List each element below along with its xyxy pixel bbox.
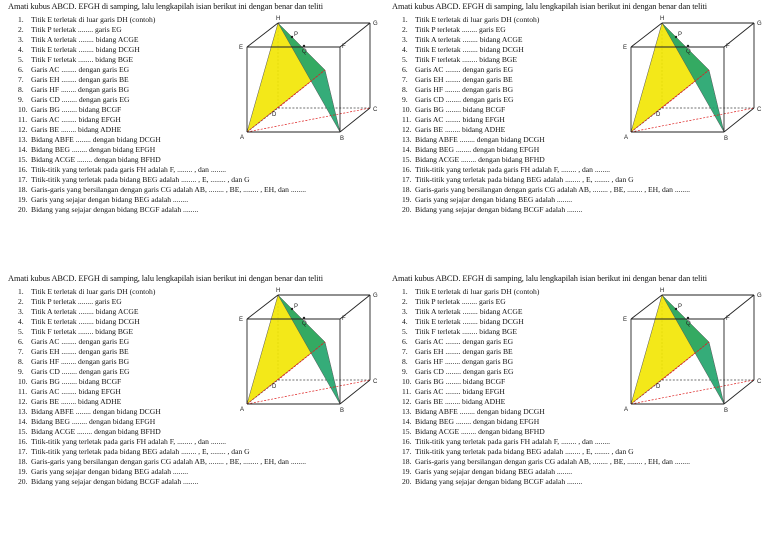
question-text: Titik-titik yang terletak pada garis FH adalah F, ........ , dan ........: [415, 165, 611, 174]
label-a: A: [240, 135, 245, 141]
question-text: Garis AC ........ dengan garis EG: [31, 65, 130, 74]
question-number: 12.: [402, 125, 412, 134]
instruction-text: Amati kubus ABCD. EFGH di samping, lalu lengkapilah isian berikut ini dengan benar dan teliti: [8, 274, 323, 283]
question-text: Garis-garis yang bersilangan dengan garis CG adalah AB, ........ , BE, ........ , EH, dan ........: [31, 185, 307, 194]
question-number: 2.: [402, 25, 408, 34]
question-text: Titik A terletak ........ bidang ACGE: [31, 35, 139, 44]
question-text: Bidang BEG ........ dengan bidang EFGH: [31, 417, 156, 426]
question-item: [18, 437, 306, 447]
question-number: 10.: [402, 377, 412, 386]
label-f: F: [726, 44, 730, 50]
label-c: C: [757, 379, 762, 385]
question-text: Garis BE ........ bidang ADHE: [415, 397, 506, 406]
question-text: Garis HF ........ dengan garis BG: [31, 357, 130, 366]
question-text: Garis AC ........ bidang EFGH: [31, 387, 121, 396]
cube-diagram: [232, 290, 382, 430]
label-d: D: [272, 112, 277, 118]
label-e: E: [623, 45, 628, 51]
question-number: 17.: [402, 447, 412, 456]
question-number: 6.: [18, 337, 24, 346]
question-text: Titik-titik yang terletak pada bidang BEG adalah ........ , E, ........ , dan G: [31, 175, 250, 184]
question-number: 11.: [402, 387, 412, 396]
question-number: 7.: [402, 347, 408, 356]
question-number: 9.: [402, 95, 408, 104]
question-text: Garis CD ........ dengan garis EG: [31, 95, 130, 104]
question-text: Garis AC ........ dengan garis EG: [415, 65, 514, 74]
question-number: 10.: [402, 105, 412, 114]
label-g: G: [757, 293, 762, 299]
question-text: Titik E terletak di luar garis DH (contoh): [31, 287, 156, 296]
label-b: B: [724, 136, 729, 142]
question-text: Titik-titik yang terletak pada bidang BEG adalah ........ , E, ........ , dan G: [415, 447, 634, 456]
question-text: Garis BG ........ bidang BCGF: [31, 377, 122, 386]
question-number: 3.: [402, 307, 408, 316]
question-number: 18.: [402, 185, 412, 194]
question-item: [402, 185, 690, 195]
question-text: Titik P terletak ........ garis EG: [415, 297, 506, 306]
label-c: C: [373, 107, 378, 113]
question-text: Garis-garis yang bersilangan dengan garis CG adalah AB, ........ , BE, ........ , EH, dan ........: [415, 185, 691, 194]
question-text: Bidang ACGE ........ dengan bidang BFHD: [415, 155, 545, 164]
question-text: Garis CD ........ dengan garis EG: [415, 367, 514, 376]
label-h: H: [660, 16, 665, 22]
question-number: 20.: [18, 205, 28, 214]
question-number: 1.: [18, 287, 24, 296]
question-text: Garis HF ........ dengan garis BG: [415, 85, 514, 94]
question-text: Garis EH ........ dengan garis BE: [31, 75, 129, 84]
question-number: 9.: [18, 367, 24, 376]
question-number: 11.: [18, 115, 28, 124]
label-a: A: [624, 135, 629, 141]
question-item: [18, 195, 306, 205]
question-text: Garis yang sejajar dengan bidang BEG adalah ........: [31, 467, 189, 476]
question-text: Titik E terletak ........ bidang DCGH: [31, 317, 140, 326]
question-text: Bidang ACGE ........ dengan bidang BFHD: [31, 427, 161, 436]
question-text: Titik P terletak ........ garis EG: [31, 25, 122, 34]
question-number: 4.: [402, 317, 408, 326]
question-number: 13.: [402, 135, 412, 144]
question-text: Titik E terletak di luar garis DH (contoh): [415, 15, 540, 24]
question-text: Garis EH ........ dengan garis BE: [415, 347, 513, 356]
question-number: 16.: [402, 437, 412, 446]
question-number: 9.: [402, 367, 408, 376]
question-text: Garis HF ........ dengan garis BG: [31, 85, 130, 94]
question-text: Titik A terletak ........ bidang ACGE: [415, 307, 523, 316]
question-number: 9.: [18, 95, 24, 104]
question-number: 16.: [18, 165, 28, 174]
question-text: Garis BE ........ bidang ADHE: [415, 125, 506, 134]
question-number: 19.: [402, 195, 412, 204]
question-number: 16.: [18, 437, 28, 446]
question-number: 7.: [18, 347, 24, 356]
label-h: H: [660, 288, 665, 294]
question-number: 5.: [402, 327, 408, 336]
question-number: 4.: [402, 45, 408, 54]
question-number: 8.: [402, 357, 408, 366]
question-number: 14.: [402, 417, 412, 426]
label-p: P: [678, 304, 683, 310]
question-text: Bidang yang sejajar dengan bidang BCGF adalah ........: [415, 205, 583, 214]
question-number: 4.: [18, 45, 24, 54]
question-text: Titik F terletak ........ bidang BGE: [415, 327, 518, 336]
question-text: Titik A terletak ........ bidang ACGE: [415, 35, 523, 44]
question-item: [402, 165, 690, 175]
question-number: 11.: [402, 115, 412, 124]
question-number: 3.: [18, 307, 24, 316]
question-text: Garis AC ........ dengan garis EG: [415, 337, 514, 346]
question-item: [402, 457, 690, 467]
label-q: Q: [686, 49, 691, 55]
question-item: [402, 437, 690, 447]
question-number: 5.: [18, 55, 24, 64]
question-number: 17.: [18, 175, 28, 184]
question-text: Garis BE ........ bidang ADHE: [31, 397, 122, 406]
label-b: B: [340, 408, 345, 414]
question-number: 18.: [18, 457, 28, 466]
question-number: 16.: [402, 165, 412, 174]
question-number: 7.: [402, 75, 408, 84]
question-number: 15.: [18, 155, 28, 164]
question-text: Garis EH ........ dengan garis BE: [415, 75, 513, 84]
question-text: Titik E terletak ........ bidang DCGH: [31, 45, 140, 54]
cube-diagram: [616, 290, 766, 430]
label-f: F: [726, 316, 730, 322]
label-q: Q: [302, 49, 307, 55]
label-g: G: [373, 21, 378, 27]
question-number: 3.: [18, 35, 24, 44]
label-p: P: [294, 32, 299, 38]
question-number: 3.: [402, 35, 408, 44]
question-text: Titik-titik yang terletak pada garis FH adalah F, ........ , dan ........: [415, 437, 611, 446]
question-text: Garis BG ........ bidang BCGF: [31, 105, 122, 114]
question-number: 10.: [18, 377, 28, 386]
question-text: Garis BG ........ bidang BCGF: [415, 105, 506, 114]
question-text: Garis-garis yang bersilangan dengan garis CG adalah AB, ........ , BE, ........ , EH, dan ........: [31, 457, 307, 466]
question-text: Garis AC ........ dengan garis EG: [31, 337, 130, 346]
question-text: Titik P terletak ........ garis EG: [31, 297, 122, 306]
question-text: Bidang ACGE ........ dengan bidang BFHD: [415, 427, 545, 436]
question-number: 15.: [402, 427, 412, 436]
question-number: 6.: [402, 337, 408, 346]
question-item: [402, 195, 690, 205]
label-b: B: [724, 408, 729, 414]
question-item: [402, 467, 690, 477]
question-item: [18, 447, 306, 457]
label-c: C: [757, 107, 762, 113]
label-h: H: [276, 16, 281, 22]
question-number: 1.: [402, 287, 408, 296]
question-item: [18, 205, 306, 215]
question-number: 12.: [18, 397, 28, 406]
worksheet-panel-3: [0, 272, 384, 543]
worksheet-panel-2: [384, 0, 768, 271]
question-text: Garis CD ........ dengan garis EG: [415, 95, 514, 104]
question-item: [402, 175, 690, 185]
question-number: 7.: [18, 75, 24, 84]
question-item: [18, 467, 306, 477]
worksheet-panel-4: [384, 272, 768, 543]
question-text: Garis HF ........ dengan garis BG: [415, 357, 514, 366]
question-text: Bidang ABFE ........ dengan bidang DCGH: [31, 407, 161, 416]
cube-diagram: [232, 18, 382, 158]
question-text: Bidang ABFE ........ dengan bidang DCGH: [415, 135, 545, 144]
question-number: 10.: [18, 105, 28, 114]
question-number: 17.: [402, 175, 412, 184]
label-p: P: [294, 304, 299, 310]
label-d: D: [272, 384, 277, 390]
question-text: Bidang ABFE ........ dengan bidang DCGH: [31, 135, 161, 144]
question-item: [402, 447, 690, 457]
question-text: Garis AC ........ bidang EFGH: [31, 115, 121, 124]
question-number: 13.: [18, 407, 28, 416]
question-number: 6.: [18, 65, 24, 74]
question-text: Titik F terletak ........ bidang BGE: [415, 55, 518, 64]
question-item: [18, 457, 306, 467]
instruction-text: Amati kubus ABCD. EFGH di samping, lalu lengkapilah isian berikut ini dengan benar dan teliti: [392, 274, 707, 283]
question-number: 18.: [402, 457, 412, 466]
label-e: E: [623, 317, 628, 323]
question-item: [18, 175, 306, 185]
question-text: Garis yang sejajar dengan bidang BEG adalah ........: [31, 195, 189, 204]
question-number: 13.: [18, 135, 28, 144]
question-text: Garis-garis yang bersilangan dengan garis CG adalah AB, ........ , BE, ........ , EH, dan ........: [415, 457, 691, 466]
question-text: Bidang BEG ........ dengan bidang EFGH: [415, 145, 540, 154]
question-number: 2.: [18, 297, 24, 306]
instruction-text: Amati kubus ABCD. EFGH di samping, lalu lengkapilah isian berikut ini dengan benar dan teliti: [8, 2, 323, 11]
question-text: Garis BG ........ bidang BCGF: [415, 377, 506, 386]
instruction-text: Amati kubus ABCD. EFGH di samping, lalu lengkapilah isian berikut ini dengan benar dan teliti: [392, 2, 707, 11]
label-a: A: [624, 407, 629, 413]
question-number: 18.: [18, 185, 28, 194]
question-number: 5.: [402, 55, 408, 64]
question-text: Titik-titik yang terletak pada garis FH adalah F, ........ , dan ........: [31, 437, 227, 446]
question-number: 20.: [402, 477, 412, 486]
question-text: Bidang BEG ........ dengan bidang EFGH: [415, 417, 540, 426]
label-b: B: [340, 136, 345, 142]
question-number: 19.: [18, 467, 28, 476]
label-d: D: [656, 112, 661, 118]
label-h: H: [276, 288, 281, 294]
label-c: C: [373, 379, 378, 385]
question-text: Garis EH ........ dengan garis BE: [31, 347, 129, 356]
worksheet-panel-1: [0, 0, 384, 271]
question-number: 20.: [18, 477, 28, 486]
question-text: Titik F terletak ........ bidang BGE: [31, 55, 134, 64]
question-number: 1.: [18, 15, 24, 24]
question-text: Titik A terletak ........ bidang ACGE: [31, 307, 139, 316]
question-text: Titik E terletak ........ bidang DCGH: [415, 317, 524, 326]
question-number: 13.: [402, 407, 412, 416]
question-number: 15.: [402, 155, 412, 164]
question-number: 19.: [18, 195, 28, 204]
question-number: 11.: [18, 387, 28, 396]
question-text: Garis AC ........ bidang EFGH: [415, 387, 505, 396]
question-text: Bidang BEG ........ dengan bidang EFGH: [31, 145, 156, 154]
question-text: Garis yang sejajar dengan bidang BEG adalah ........: [415, 467, 573, 476]
cube-diagram: [616, 18, 766, 158]
question-text: Bidang ABFE ........ dengan bidang DCGH: [415, 407, 545, 416]
question-number: 2.: [18, 25, 24, 34]
label-e: E: [239, 45, 244, 51]
question-number: 14.: [402, 145, 412, 154]
question-item: [18, 477, 306, 487]
question-number: 5.: [18, 327, 24, 336]
label-q: Q: [686, 321, 691, 327]
question-item: [402, 477, 690, 487]
question-number: 17.: [18, 447, 28, 456]
label-g: G: [757, 21, 762, 27]
question-number: 12.: [18, 125, 28, 134]
question-number: 4.: [18, 317, 24, 326]
question-number: 2.: [402, 297, 408, 306]
question-number: 8.: [18, 85, 24, 94]
question-number: 8.: [18, 357, 24, 366]
question-text: Garis yang sejajar dengan bidang BEG adalah ........: [415, 195, 573, 204]
question-number: 1.: [402, 15, 408, 24]
question-number: 14.: [18, 145, 28, 154]
question-number: 15.: [18, 427, 28, 436]
label-f: F: [342, 44, 346, 50]
question-text: Titik F terletak ........ bidang BGE: [31, 327, 134, 336]
question-number: 19.: [402, 467, 412, 476]
question-text: Garis AC ........ bidang EFGH: [415, 115, 505, 124]
question-text: Bidang yang sejajar dengan bidang BCGF adalah ........: [31, 477, 199, 486]
label-a: A: [240, 407, 245, 413]
question-number: 8.: [402, 85, 408, 94]
label-g: G: [373, 293, 378, 299]
label-p: P: [678, 32, 683, 38]
question-text: Garis BE ........ bidang ADHE: [31, 125, 122, 134]
question-text: Titik P terletak ........ garis EG: [415, 25, 506, 34]
label-q: Q: [302, 321, 307, 327]
question-number: 14.: [18, 417, 28, 426]
question-number: 20.: [402, 205, 412, 214]
question-text: Bidang yang sejajar dengan bidang BCGF adalah ........: [415, 477, 583, 486]
question-item: [402, 205, 690, 215]
question-text: Titik-titik yang terletak pada garis FH adalah F, ........ , dan ........: [31, 165, 227, 174]
label-d: D: [656, 384, 661, 390]
question-text: Titik E terletak ........ bidang DCGH: [415, 45, 524, 54]
question-number: 12.: [402, 397, 412, 406]
question-text: Titik E terletak di luar garis DH (contoh): [415, 287, 540, 296]
question-item: [18, 165, 306, 175]
question-text: Bidang yang sejajar dengan bidang BCGF adalah ........: [31, 205, 199, 214]
question-text: Titik-titik yang terletak pada bidang BEG adalah ........ , E, ........ , dan G: [415, 175, 634, 184]
question-item: [18, 185, 306, 195]
question-text: Bidang ACGE ........ dengan bidang BFHD: [31, 155, 161, 164]
question-text: Titik E terletak di luar garis DH (contoh): [31, 15, 156, 24]
question-text: Garis CD ........ dengan garis EG: [31, 367, 130, 376]
label-f: F: [342, 316, 346, 322]
question-number: 6.: [402, 65, 408, 74]
question-text: Titik-titik yang terletak pada bidang BEG adalah ........ , E, ........ , dan G: [31, 447, 250, 456]
label-e: E: [239, 317, 244, 323]
